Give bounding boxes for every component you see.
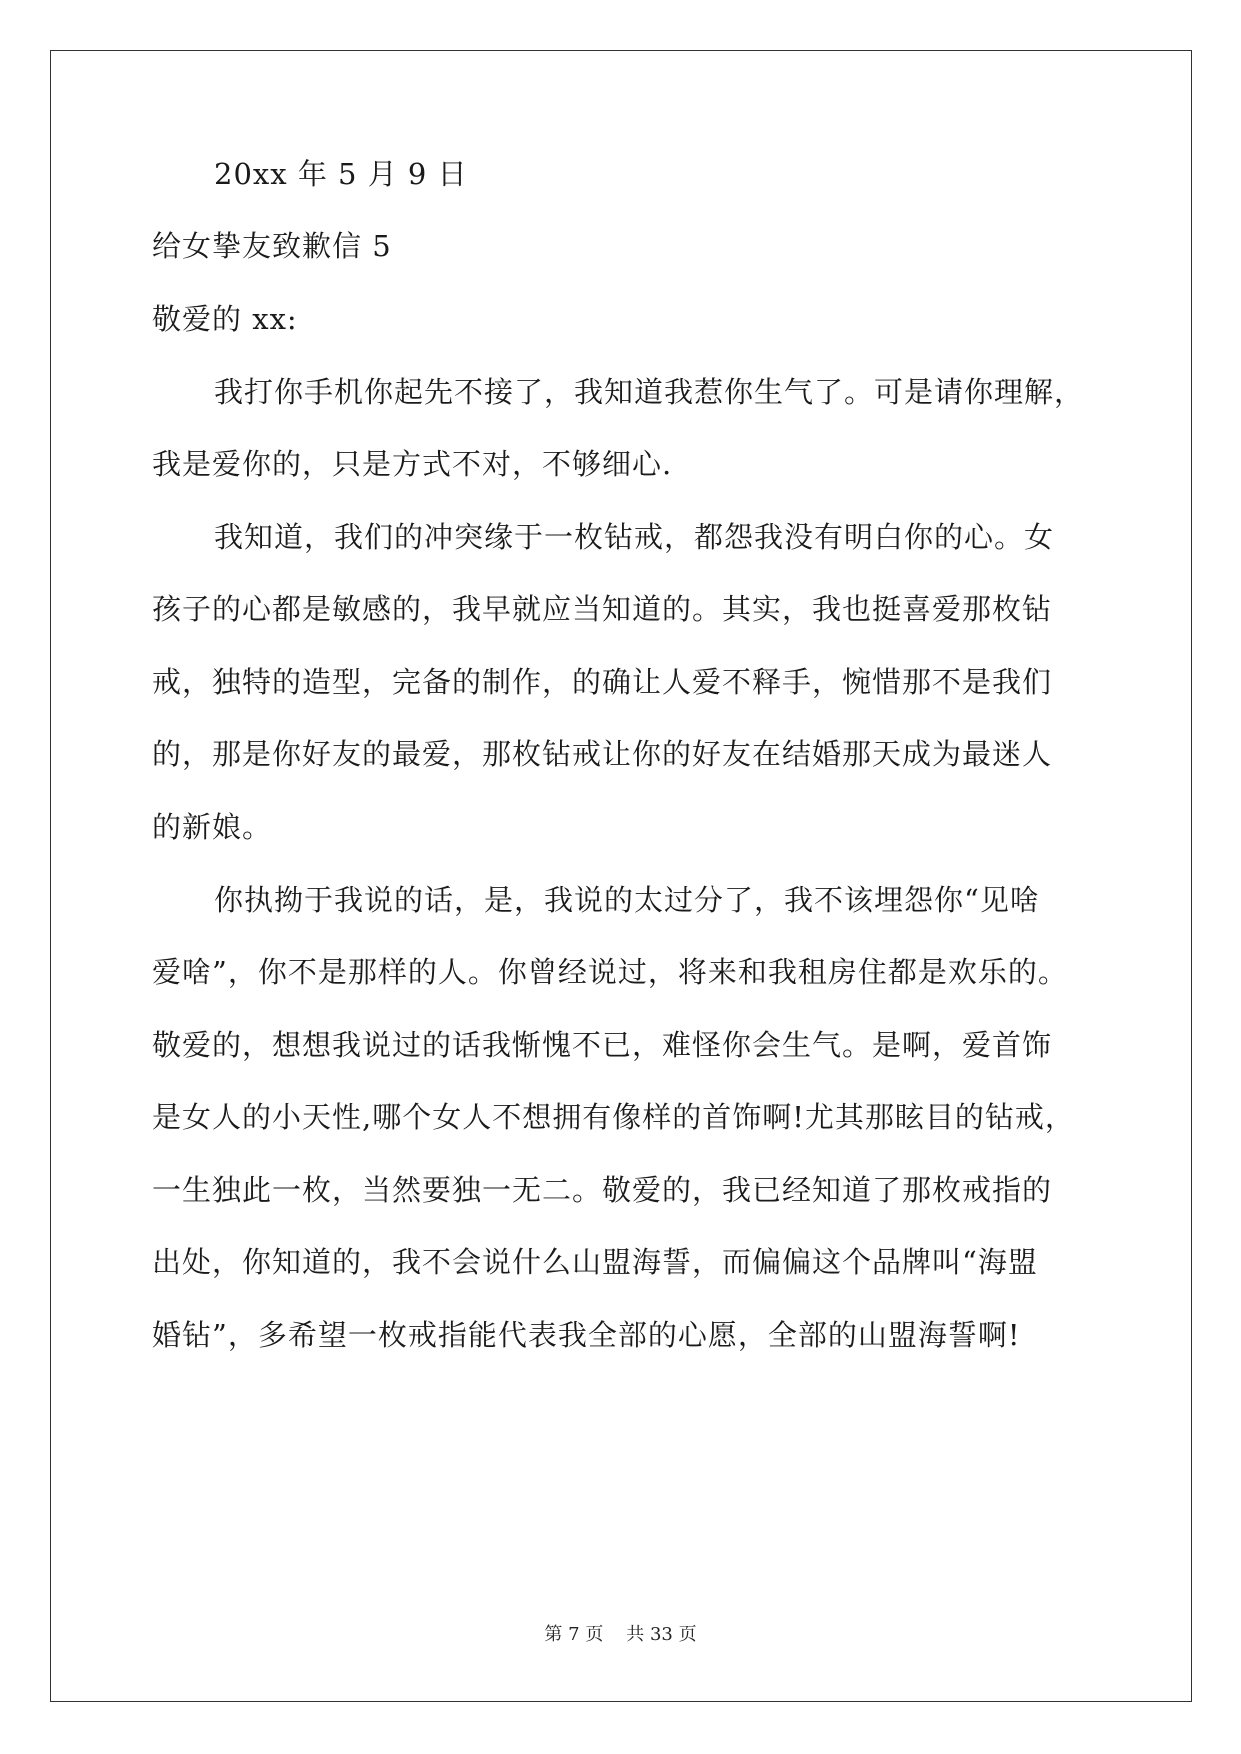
paragraph-3-line-2: 爱啥”，你不是那样的人。你曾经说过，将来和我租房住都是欢乐的。	[152, 955, 1068, 989]
page-total: 共 33 页	[626, 1624, 697, 1645]
paragraph-2-line-2: 孩子的心都是敏感的，我早就应当知道的。其实，我也挺喜爱那枚钻	[152, 592, 1053, 626]
paragraph-3-line-4: 是女人的小天性,哪个女人不想拥有像样的首饰啊!尤其那眩目的钻戒，	[152, 1100, 1075, 1134]
paragraph-2-line-3: 戒，独特的造型，完备的制作，的确让人爱不释手，惋惜那不是我们	[152, 665, 1053, 699]
paragraph-3-line-7: 婚钻”，多希望一枚戒指能代表我全部的心愿，全部的山盟海誓啊!	[152, 1318, 1021, 1352]
paragraph-3-line-6: 出处，你知道的，我不会说什么山盟海誓，而偏偏这个品牌叫“海盟	[152, 1245, 1038, 1279]
page-border	[50, 50, 1192, 1702]
letter-title: 给女挚友致歉信 5	[152, 229, 392, 263]
page-number: 第 7 页	[544, 1624, 604, 1645]
date-line: 20xx 年 5 月 9 日	[214, 157, 468, 191]
paragraph-1-line-1: 我打你手机你起先不接了，我知道我惹你生气了。可是请你理解，	[214, 375, 1085, 409]
salutation: 敬爱的 xx:	[152, 302, 298, 336]
paragraph-3-line-5: 一生独此一枚，当然要独一无二。敬爱的，我已经知道了那枚戒指的	[152, 1173, 1053, 1207]
paragraph-3-line-1: 你执拗于我说的话，是，我说的太过分了，我不该埋怨你“见啥	[214, 883, 1040, 917]
paragraph-3-line-3: 敬爱的，想想我说过的话我惭愧不已，难怪你会生气。是啊，爱首饰	[152, 1028, 1053, 1062]
paragraph-2-line-1: 我知道，我们的冲突缘于一枚钻戒，都怨我没有明白你的心。女	[214, 520, 1055, 554]
paragraph-1-line-2: 我是爱你的，只是方式不对，不够细心.	[152, 447, 673, 481]
paragraph-2-line-5: 的新娘。	[152, 810, 273, 844]
page-footer	[0, 1620, 1241, 1646]
paragraph-2-line-4: 的，那是你好友的最爱，那枚钻戒让你的好友在结婚那天成为最迷人	[152, 737, 1053, 771]
